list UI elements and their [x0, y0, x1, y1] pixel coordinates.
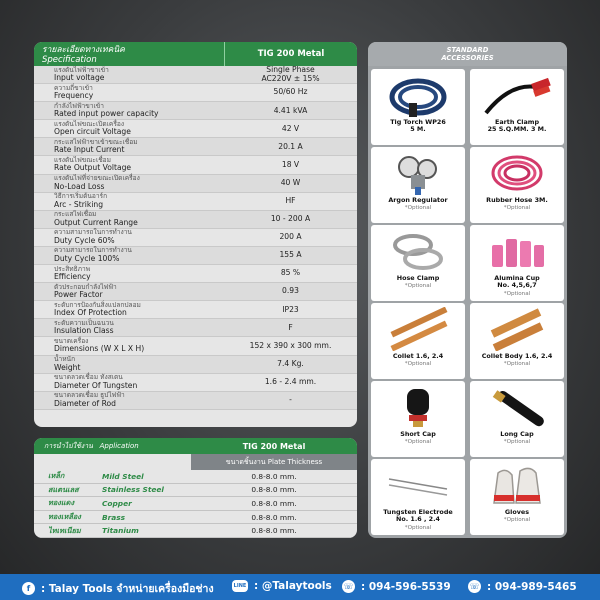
spec-header-english: Specification — [42, 55, 97, 65]
accessory-optional: *Optional — [404, 439, 432, 446]
plate-thickness-thai: ขนาดชิ้นงาน — [225, 457, 266, 466]
accessory-name: Collet Body 1.6, 2.4 — [481, 352, 553, 360]
spec-label-thai: กระแสไฟฟ้าขาเข้าขณะเชื่อม — [54, 137, 138, 146]
spec-table — [34, 66, 357, 410]
accessory-item — [470, 381, 564, 457]
material-english: Titanium — [102, 526, 139, 536]
earth-clamp-icon — [480, 73, 554, 117]
spec-row — [34, 265, 357, 283]
phone-1-text: : 094-596-5539 — [361, 580, 451, 593]
plate-thickness-english: Plate Thickness — [267, 458, 323, 466]
spec-label-thai: กำลังไฟฟ้าขาเข้า — [54, 101, 104, 110]
accessory-name: Tig Torch WP26 5 M. — [390, 118, 446, 134]
plate-thickness-value: 0.8-8.0 mm. — [251, 512, 297, 522]
spec-row — [34, 120, 357, 138]
accessory-item — [371, 225, 465, 301]
spec-value: 155 A — [279, 250, 302, 260]
plate-thickness-value: 0.8-8.0 mm. — [251, 526, 297, 536]
hose-icon — [480, 151, 554, 195]
spec-value: 152 x 390 x 300 mm. — [249, 340, 332, 350]
accessory-item — [371, 381, 465, 457]
spec-label-english: Output Current Range — [54, 217, 138, 227]
material-english: Copper — [102, 498, 132, 508]
gloves-icon — [480, 463, 554, 507]
spec-label — [34, 120, 224, 137]
spec-value: 40 W — [280, 177, 301, 187]
spec-label-english: Insulation Class — [54, 326, 114, 336]
phone-contact-1[interactable] — [342, 580, 451, 593]
spec-label — [34, 301, 224, 318]
spec-label-thai: น้ำหนัก — [54, 355, 76, 363]
spec-value: HF — [285, 196, 296, 205]
spec-label — [34, 66, 224, 83]
accessory-name: Hose Clamp — [396, 274, 440, 282]
spec-label-thai: ความถี่ขาเข้า — [54, 83, 93, 92]
material-english: Mild Steel — [102, 471, 144, 481]
spec-label-english: Index Of Protection — [54, 308, 127, 318]
spec-row — [34, 138, 357, 156]
long-cap-icon — [480, 385, 554, 429]
spec-label-thai: แรงดันไฟขณะเปิดเครื่อง — [54, 119, 125, 128]
spec-label-thai: แรงดันไฟฟ้าขาเข้า — [54, 65, 109, 74]
collet-icon — [381, 307, 455, 351]
accessory-optional: *Optional — [404, 524, 432, 531]
accessory-item — [371, 303, 465, 379]
accessory-optional: *Optional — [503, 205, 531, 212]
facebook-text: : Talay Tools จำหน่ายเครื่องมือช่าง — [41, 583, 214, 595]
spec-model-label: TIG 200 Metal — [224, 42, 357, 66]
accessory-item — [371, 459, 465, 535]
accessory-name: Collet 1.6, 2.4 — [392, 352, 444, 360]
phone-icon: ☏ — [469, 582, 480, 591]
accessory-optional: *Optional — [503, 439, 531, 446]
spec-label-thai: กระแสไฟเชื่อม — [54, 210, 97, 219]
collet-body-icon — [480, 307, 554, 351]
spec-value: 200 A — [279, 232, 302, 242]
accessory-item — [371, 147, 465, 223]
plate-thickness-value: 0.8-8.0 mm. — [251, 485, 297, 495]
material-thai: ทองเหลือง — [48, 512, 81, 522]
spec-label — [34, 247, 224, 264]
spec-value: Single Phase AC220V ± 15% — [261, 65, 320, 83]
spec-row — [34, 229, 357, 247]
spec-row — [34, 337, 357, 355]
accessory-item — [470, 225, 564, 301]
spec-value: 1.6 - 2.4 mm. — [264, 376, 317, 386]
accessory-name: Tungsten Electrode No. 1.6 , 2.4 — [383, 508, 453, 524]
spec-label-english: Duty Cycle 60% — [54, 235, 115, 245]
accessory-optional: *Optional — [404, 283, 432, 290]
spec-label — [34, 229, 224, 246]
spec-label-english: Arc - Striking — [54, 199, 104, 209]
spec-value: 42 V — [281, 123, 300, 133]
spec-label-thai: ตัวประกอบกำลังไฟฟ้า — [54, 282, 117, 291]
spec-row — [34, 66, 357, 84]
spec-label — [34, 265, 224, 282]
spec-value: - — [289, 395, 292, 405]
spec-value: 10 - 200 A — [270, 214, 311, 224]
accessory-name: Short Cap — [400, 430, 436, 438]
spec-label — [34, 283, 224, 300]
application-row — [34, 524, 357, 538]
accessory-name: Rubber Hose 3M. — [486, 196, 548, 204]
accessory-item — [470, 147, 564, 223]
specification-panel — [34, 42, 357, 427]
app-header-thai: การนำไปใช้งาน — [44, 441, 93, 450]
spec-label — [34, 156, 224, 173]
spec-label — [34, 337, 224, 354]
spec-label-english: Dimensions (W X L X H) — [54, 344, 145, 354]
app-model-label: TIG 200 Metal — [191, 438, 357, 454]
spec-row — [34, 193, 357, 211]
spec-label-english: Rated input power capacity — [54, 109, 159, 119]
accessory-name: Long Cap — [500, 430, 534, 438]
accessory-item — [371, 69, 465, 145]
accessory-optional: *Optional — [404, 205, 432, 212]
spec-label-thai: ขนาดเครื่อง — [54, 336, 89, 345]
accessories-header — [368, 42, 567, 66]
spec-value: 20.1 A — [278, 141, 303, 151]
spec-label-thai: ระดับความเป็นฉนวน — [54, 318, 114, 327]
spec-row — [34, 211, 357, 229]
application-subheader — [34, 454, 357, 470]
spec-row — [34, 175, 357, 193]
spec-label-thai: ขนาดลวดเชื่อม ธูปไฟฟ้า — [54, 391, 125, 400]
spec-label-english: Efficiency — [54, 272, 91, 282]
spec-label — [34, 374, 224, 391]
spec-label-english: Open circuit Voltage — [54, 127, 131, 137]
spec-label-english: Rate Output Voltage — [54, 163, 132, 173]
spec-label — [34, 193, 224, 210]
spec-label — [34, 175, 224, 192]
spec-label-english: No-Load Loss — [54, 181, 105, 191]
spec-row — [34, 84, 357, 102]
accessory-name: Earth Clamp 25 S.Q.MM. 3 M. — [487, 118, 547, 134]
spec-label-english: Diameter of Rod — [54, 398, 116, 408]
application-row — [34, 484, 357, 498]
accessory-optional: *Optional — [503, 290, 531, 297]
spec-value: 85 % — [280, 268, 301, 278]
accessories-title-line1: STANDARD — [446, 46, 489, 54]
application-row — [34, 511, 357, 525]
app-header-english: Application — [99, 442, 139, 450]
spec-label-thai: วิธีการเริ่มต้นอาร์ก — [54, 192, 108, 201]
phone-2-text: : 094-989-5465 — [487, 580, 577, 593]
spec-value: 7.4 Kg. — [277, 358, 304, 368]
material-english: Brass — [102, 512, 126, 522]
facebook-icon: f — [22, 582, 35, 595]
accessories-grid — [371, 69, 564, 535]
application-table — [34, 470, 357, 538]
application-row — [34, 497, 357, 511]
regulator-icon — [381, 151, 455, 195]
spec-label-english: Input voltage — [54, 73, 105, 82]
spec-label-thai: แรงดันไฟที่จ่ายขณะเปิดเครื่อง — [54, 174, 140, 183]
spec-value: F — [288, 322, 293, 332]
tig-torch-icon — [381, 73, 455, 117]
spec-row — [34, 392, 357, 410]
alumina-cup-icon — [480, 229, 554, 273]
phone-icon: ☏ — [343, 582, 354, 591]
line-icon: LINE — [232, 580, 248, 592]
spec-label-english: Weight — [54, 362, 81, 372]
spec-label-thai: แรงดันไฟขณะเชื่อม — [54, 155, 111, 164]
spec-row — [34, 356, 357, 374]
spec-value: 18 V — [281, 159, 300, 169]
spec-value: 4.41 kVA — [273, 105, 308, 115]
line-contact[interactable] — [232, 580, 332, 592]
spec-row — [34, 301, 357, 319]
spec-label-thai: ความสามารถในการทำงาน — [54, 228, 132, 237]
spec-header-thai: รายละเอียดทางเทคนิค — [42, 45, 125, 55]
spec-label-english: Diameter Of Tungsten — [54, 380, 138, 390]
accessory-optional: *Optional — [404, 361, 432, 368]
application-header — [34, 438, 357, 454]
spec-label — [34, 138, 224, 155]
material-thai: สแตนเลส — [48, 484, 79, 494]
application-panel — [34, 438, 357, 538]
spec-row — [34, 374, 357, 392]
accessories-panel — [368, 42, 567, 538]
accessories-title-line2: ACCESSORIES — [441, 54, 494, 62]
facebook-contact[interactable] — [22, 580, 214, 597]
spec-label-thai: ประสิทธิภาพ — [54, 264, 91, 273]
spec-row — [34, 247, 357, 265]
phone-contact-2[interactable] — [468, 580, 577, 593]
spec-row — [34, 156, 357, 174]
spec-value: IP23 — [282, 304, 299, 314]
accessory-item — [470, 69, 564, 145]
spec-row — [34, 283, 357, 301]
spec-row — [34, 102, 357, 120]
spec-label — [34, 84, 224, 101]
spec-label-english: Power Factor — [54, 290, 103, 300]
spec-label — [34, 319, 224, 336]
accessory-name: Alumina Cup No. 4,5,6,7 — [494, 274, 540, 290]
spec-value: 50/60 Hz — [273, 87, 308, 97]
spec-label-english: Duty Cycle 100% — [54, 253, 120, 263]
accessory-optional: *Optional — [503, 361, 531, 368]
spec-label-english: Rate Input Current — [54, 145, 125, 155]
spec-label — [34, 102, 224, 119]
material-thai: ทองแดง — [48, 498, 75, 508]
accessory-name: Argon Regulator — [388, 196, 448, 204]
line-text: : @Talaytools — [254, 580, 332, 592]
spec-label-thai: ขนาดลวดเชื่อม ทังสเตน — [54, 373, 123, 382]
specification-header — [34, 42, 357, 66]
spec-label — [34, 356, 224, 373]
spec-row — [34, 319, 357, 337]
accessory-item — [470, 303, 564, 379]
spec-label — [34, 392, 224, 409]
short-cap-icon — [381, 385, 455, 429]
material-thai: เหล็ก — [48, 471, 65, 481]
contact-footer — [0, 574, 600, 600]
plate-thickness-value: 0.8-8.0 mm. — [251, 498, 297, 508]
accessory-name: Gloves — [504, 508, 530, 516]
spec-label — [34, 211, 224, 228]
material-thai: ไทเทเนียม — [48, 525, 81, 535]
hose-clamp-icon — [381, 229, 455, 273]
spec-label-english: Frequency — [54, 91, 94, 101]
spec-label-thai: ระดับการป้องกันสิ่งแปลกปลอม — [54, 300, 141, 309]
plate-thickness-value: 0.8-8.0 mm. — [251, 471, 297, 481]
spec-label-thai: ความสามารถในการทำงาน — [54, 246, 132, 255]
tungsten-electrode-icon — [381, 463, 455, 507]
accessory-item — [470, 459, 564, 535]
spec-value: 0.93 — [282, 286, 299, 296]
material-english: Stainless Steel — [102, 485, 164, 495]
application-row — [34, 470, 357, 484]
accessory-optional: *Optional — [503, 517, 531, 524]
